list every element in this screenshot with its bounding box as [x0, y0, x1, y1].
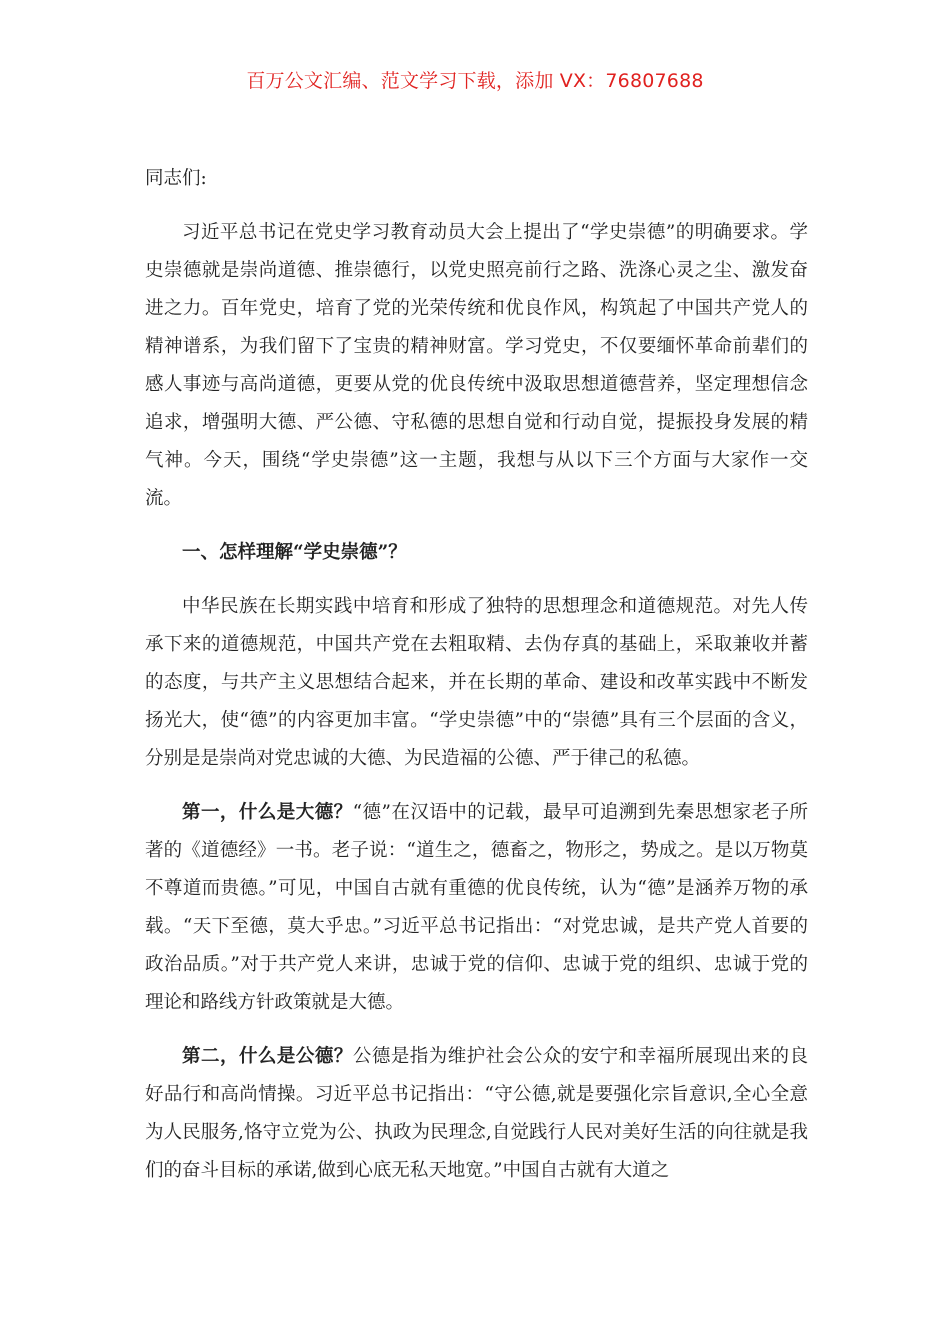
point2-lead: 第二，什么是公德？ — [182, 1046, 353, 1067]
intro-paragraph: 习近平总书记在党史学习教育动员大会上提出了“学史崇德”的明确要求。学史崇德就是崇尚道德、推崇德行，以党史照亮前行之路、洗涤心灵之尘、激发奋进之力。百年党史，培育了党的光荣传统和优良作风，构筑起了中国共产党人的精神谱系，为我们留下了宝贵的精神财富。学习党史，不仅要缅怀革命前辈们的感人事迹与高尚道德，更要从党的优良传统中汲取思想道德营养，坚定理想信念追求，增强明大德、严公德、守私德的思想自觉和行动自觉，提振投身发展的精气神。今天，围绕“学史崇德”这一主题，我想与从以下三个方面与大家作一交流。 — [145, 222, 808, 509]
section1-paragraph: 中华民族在长期实践中培育和形成了独特的思想理念和道德规范。对先人传承下来的道德规范，中国共产党在去粗取精、去伪存真的基础上，采取兼收并蓄的态度，与共产主义思想结合起来，并在长期的革命、建设和改革实践中不断发扬光大，使“德”的内容更加丰富。“学史崇德”中的“崇德”具有三个层面的含义，分别是是崇尚对党忠诚的大德、为民造福的公德、严于律己的私德。 — [145, 596, 808, 769]
point1-text: “德”在汉语中的记载，最早可追溯到先秦思想家老子所著的《道德经》一书。老子说：“道生之，德畜之，物形之，势成之。是以万物莫不尊道而贵德。”可见，中国自古就有重德的优良传统，认为“德”是涵养万物的承载。“天下至德，莫大乎忠。”习近平总书记指出：“对党忠诚，是共产党人首要的政治品质。”对于共产党人来讲，忠诚于党的信仰、忠诚于党的组织、忠诚于党的理论和路线方针政策就是大德。 — [145, 802, 808, 1013]
header-watermark-text: 百万公文汇编、范文学习下载，添加 VX：76807688 — [246, 70, 704, 92]
point1-lead: 第一，什么是大德？ — [182, 802, 353, 823]
salutation: 同志们: — [145, 168, 207, 189]
document-body — [145, 160, 808, 1206]
point1-paragraph — [145, 794, 808, 1022]
point2-paragraph — [145, 1038, 808, 1190]
point2-text: 公德是指为维护社会公众的安宁和幸福所展现出来的良好品行和高尚情操。习近平总书记指出：“守公德,就是要强化宗旨意识,全心全意为人民服务,恪守立党为公、执政为民理念,自觉践行人民对美好生活的向往就是我们的奋斗目标的承诺,做到心底无私天地宽。”中国自古就有大道之 — [145, 1046, 808, 1181]
section-heading-1: 一、怎样理解“学史崇德”？ — [182, 542, 407, 563]
